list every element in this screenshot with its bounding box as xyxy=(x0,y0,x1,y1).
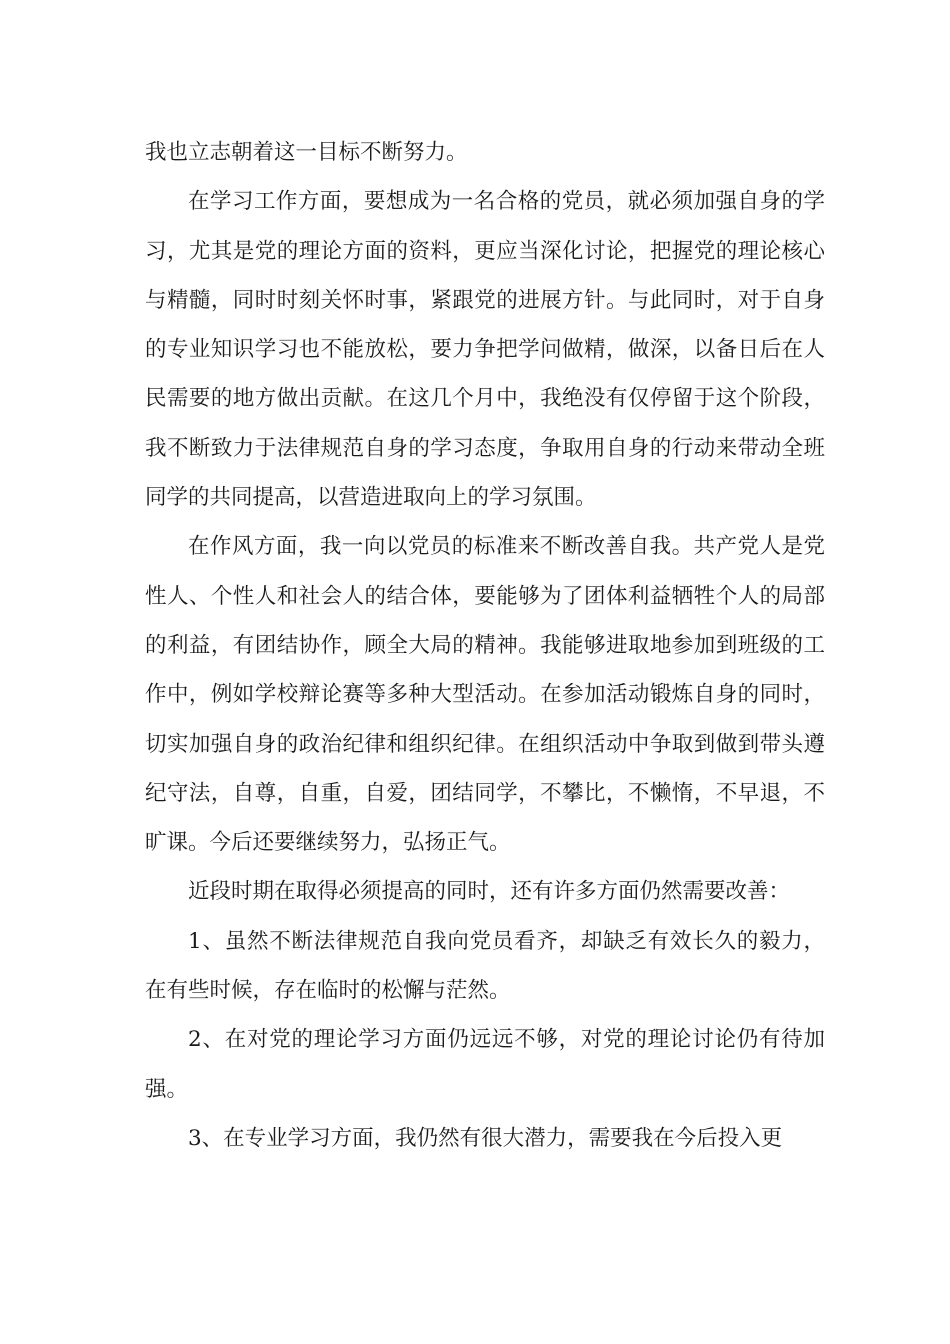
paragraph-continuation: 我也立志朝着这一目标不断努力。 xyxy=(145,140,468,165)
paragraph-improvement-intro: 近段时期在取得必须提高的同时，还有许多方面仍然需要改善： xyxy=(188,879,791,905)
list-item-3: 3、在专业学习方面，我仍然有很大潜力，需要我在今后投入更 xyxy=(188,1125,783,1151)
paragraph-study-work: 在学习工作方面，要想成为一名合格的党员，就必须加强自身的学习，尤其是党的理论方面的资料，更应当深化讨论，把握党的理论核心与精髓，同时时刻关怀时事，紧跟党的进展方针。与此同时，对于自身的专业知识学习也不能放松，要力争把学问做精，做深，以备日后在人民需要的地方做出贡献。在这几个月中，我绝没有仅停留于这个阶段，我不断致力于法律规范自身的学习态度，争取用自身的行动来带动全班同学的共同提高，以营造进取向上的学习氛围。 xyxy=(145,189,825,511)
document-body xyxy=(145,128,825,1163)
list-item-1: 1、虽然不断法律规范自我向党员看齐，却缺乏有效长久的毅力，在有些时候，存在临时的松懈与茫然。 xyxy=(145,928,825,1004)
list-item-2: 2、在对党的理论学习方面仍远远不够，对党的理论讨论仍有待加强。 xyxy=(145,1027,825,1102)
paragraph-work-style: 在作风方面，我一向以党员的标准来不断改善自我。共产党人是党性人、个性人和社会人的结合体，要能够为了团体利益牺牲个人的局部的利益，有团结协作，顾全大局的精神。我能够进取地参加到班级的工作中，例如学校辩论赛等多种大型活动。在参加活动锻炼自身的同时，切实加强自身的政治纪律和组织纪律。在组织活动中争取到做到带头遵纪守法，自尊，自重，自爱，团结同学，不攀比，不懒惰，不早退，不旷课。今后还要继续努力，弘扬正气。 xyxy=(145,534,825,856)
